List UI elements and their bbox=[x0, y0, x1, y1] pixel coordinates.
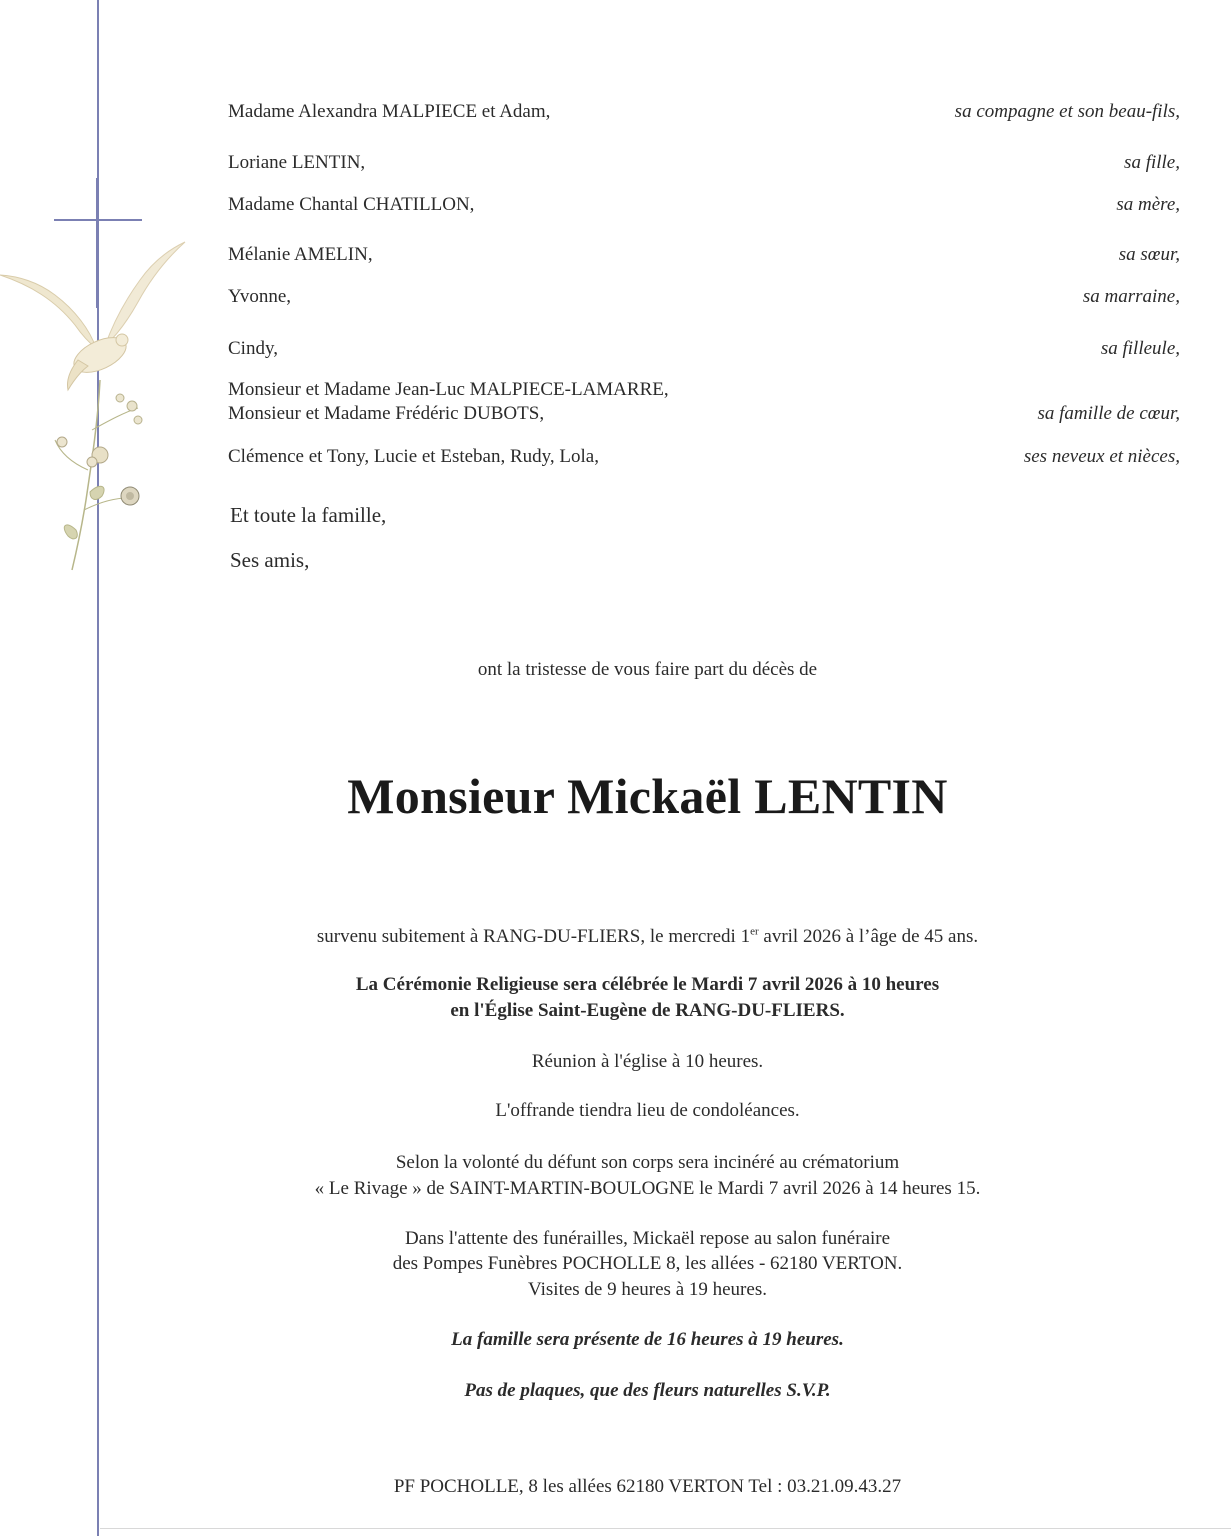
flower-spray-icon bbox=[55, 380, 142, 570]
death-notice-text: survenu subitement à RANG-DU-FLIERS, le mercredi 1 bbox=[316, 926, 751, 947]
family-relation: sa filleule, bbox=[1100, 338, 1180, 359]
flowers-note: Pas de plaques, que des fleurs naturelles S.V.P. bbox=[464, 1380, 831, 1401]
visitation-line: Visites de 9 heures à 19 heures. bbox=[528, 1279, 767, 1300]
death-notice-ordinal: er bbox=[750, 925, 759, 938]
bottom-divider bbox=[100, 1528, 1231, 1529]
family-member-name: Monsieur et Madame Jean-Luc MALPIECE-LAMARRE, bbox=[228, 379, 669, 400]
family-member-name: Mélanie AMELIN, bbox=[228, 244, 373, 265]
family-member-name: Cindy, bbox=[228, 338, 278, 359]
family-member-name: Madame Chantal CHATILLON, bbox=[228, 194, 475, 215]
family-member-name: Yvonne, bbox=[228, 286, 292, 307]
death-notice-text-end: avril 2026 à l’âge de 45 ans. bbox=[758, 926, 979, 947]
ceremony-line: La Cérémonie Religieuse sera célébrée le Mardi 7 avril 2026 à 10 heures bbox=[355, 974, 940, 995]
family-relation: sa famille de cœur, bbox=[1037, 403, 1180, 424]
family-member-name: Monsieur et Madame Frédéric DUBOTS, bbox=[228, 403, 545, 424]
family-relation: sa mère, bbox=[1116, 194, 1180, 215]
meeting-line: Réunion à l'église à 10 heures. bbox=[531, 1051, 764, 1072]
family-relation: sa fille, bbox=[1124, 152, 1180, 173]
family-member-name: Loriane LENTIN, bbox=[228, 152, 366, 173]
footer-contact: PF POCHOLLE, 8 les allées 62180 VERTON Tel : 03.21.09.43.27 bbox=[393, 1476, 902, 1497]
cremation-line: Selon la volonté du défunt son corps sera incinéré au crématorium bbox=[395, 1152, 900, 1173]
dove-icon bbox=[0, 230, 200, 590]
intro-line: ont la tristesse de vous faire part du décès de bbox=[477, 659, 818, 680]
death-notice bbox=[100, 924, 1195, 950]
friends-line: Ses amis, bbox=[230, 548, 310, 572]
ceremony-line: en l'Église Saint-Eugène de RANG-DU-FLIERS. bbox=[450, 1000, 845, 1021]
family-presence: La famille sera présente de 16 heures à 19 heures. bbox=[451, 1329, 844, 1350]
closing-family: Et toute la famille, bbox=[230, 503, 387, 527]
deceased-name: Monsieur Mickaël LENTIN bbox=[347, 768, 948, 824]
cremation-line: « Le Rivage » de SAINT-MARTIN-BOULOGNE le Mardi 7 avril 2026 à 14 heures 15. bbox=[314, 1178, 981, 1199]
offering-line: L'offrande tiendra lieu de condoléances. bbox=[495, 1100, 800, 1121]
family-member-name: Clémence et Tony, Lucie et Esteban, Rudy, Lola, bbox=[228, 446, 599, 467]
family-relation: sa marraine, bbox=[1082, 286, 1180, 307]
family-relation: sa sœur, bbox=[1118, 244, 1180, 265]
visitation-line: Dans l'attente des funérailles, Mickaël repose au salon funéraire bbox=[404, 1228, 891, 1249]
visitation-line: des Pompes Funèbres POCHOLLE 8, les allées - 62180 VERTON. bbox=[392, 1253, 903, 1274]
family-member-name: Madame Alexandra MALPIECE et Adam, bbox=[228, 101, 551, 122]
family-relation: ses neveux et nièces, bbox=[1023, 446, 1180, 467]
family-relation: sa compagne et son beau-fils, bbox=[954, 101, 1180, 122]
